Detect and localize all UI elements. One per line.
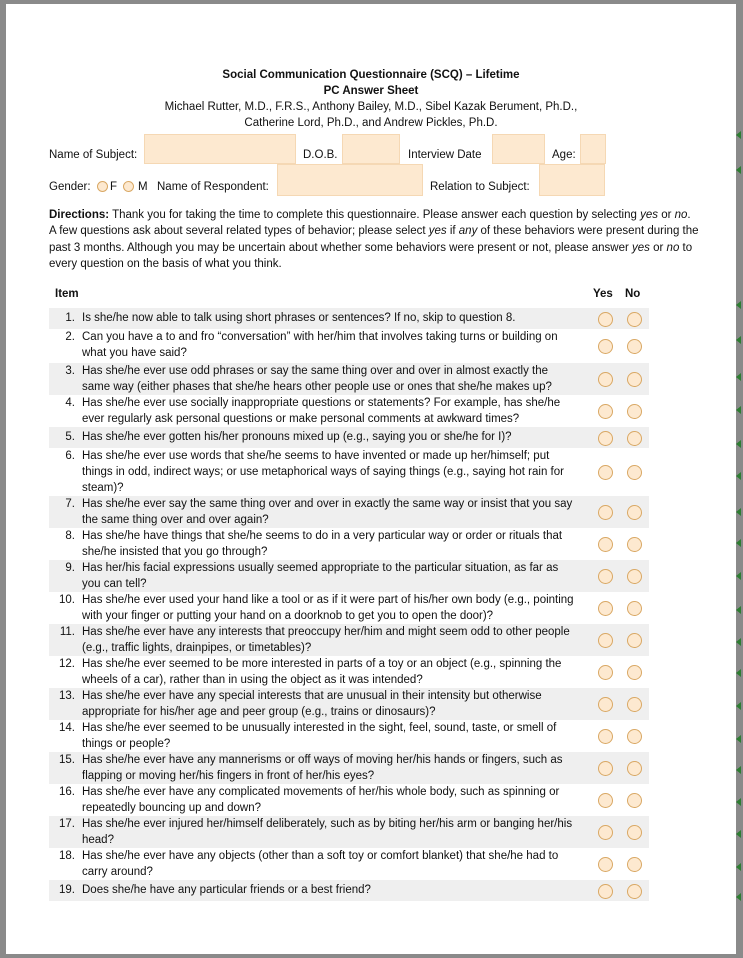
yes-radio[interactable] bbox=[598, 857, 613, 872]
edge-marker-icon bbox=[736, 798, 741, 806]
question-row bbox=[49, 329, 649, 363]
edge-marker-icon bbox=[736, 166, 741, 174]
no-radio[interactable] bbox=[627, 665, 642, 680]
directions-text: or bbox=[658, 209, 675, 221]
question-number: 6. bbox=[65, 450, 75, 462]
no-radio[interactable] bbox=[627, 505, 642, 520]
question-row bbox=[49, 395, 649, 427]
question-number: 2. bbox=[65, 331, 75, 343]
edge-marker-icon bbox=[736, 336, 741, 344]
no-radio[interactable] bbox=[627, 569, 642, 584]
yes-column-header: Yes bbox=[593, 288, 613, 300]
name-of-respondent-label: Name of Respondent: bbox=[157, 181, 269, 193]
edge-marker-icon bbox=[736, 702, 741, 710]
question-text: Has she/he ever have any objects (other than a soft toy or comfort blanket) that she/he had to carry around? bbox=[82, 850, 559, 878]
gender-m-label: M bbox=[138, 181, 148, 193]
no-radio[interactable] bbox=[627, 697, 642, 712]
directions-emphasis: yes bbox=[640, 209, 658, 221]
edge-marker-icon bbox=[736, 893, 741, 901]
yes-radio[interactable] bbox=[598, 793, 613, 808]
directions-label: Directions: bbox=[49, 209, 110, 221]
question-text: Has she/he ever say the same thing over and over in exactly the same way or insist that you say the same thing over and over again? bbox=[82, 498, 573, 526]
directions-emphasis: any bbox=[458, 225, 478, 238]
question-row bbox=[49, 592, 649, 624]
question-text: Has she/he ever injured her/himself deliberately, such as by biting her/his arm or banging her/his head? bbox=[82, 818, 573, 846]
no-radio[interactable] bbox=[627, 884, 642, 899]
question-row bbox=[49, 448, 649, 496]
no-radio[interactable] bbox=[627, 825, 642, 840]
age-label: Age: bbox=[552, 149, 576, 161]
no-radio[interactable] bbox=[627, 537, 642, 552]
question-row bbox=[49, 528, 649, 560]
question-number: 1. bbox=[65, 312, 75, 324]
no-radio[interactable] bbox=[627, 793, 642, 808]
yes-radio[interactable] bbox=[598, 601, 613, 616]
question-row bbox=[49, 720, 649, 752]
question-number: 19. bbox=[59, 884, 75, 896]
question-row bbox=[49, 816, 649, 848]
question-text: Can you have a to and fro “conversation” with her/him that involves taking turns or building on what you have said? bbox=[82, 331, 558, 359]
question-text: Has she/he ever have any mannerisms or off ways of moving her/his hands or fingers, such as flapping or moving her/his fingers in front of her/his eyes? bbox=[82, 754, 563, 782]
item-column-header: Item bbox=[55, 288, 79, 300]
question-number: 9. bbox=[65, 562, 75, 574]
question-number: 17. bbox=[59, 818, 75, 830]
question-row bbox=[49, 308, 649, 329]
no-radio[interactable] bbox=[627, 404, 642, 419]
question-number: 3. bbox=[65, 365, 75, 377]
question-row bbox=[49, 656, 649, 688]
edge-marker-icon bbox=[736, 606, 741, 614]
yes-radio[interactable] bbox=[598, 372, 613, 387]
authors-line-1: Michael Rutter, M.D., F.R.S., Anthony Bailey, M.D., Sibel Kazak Berument, Ph.D., bbox=[164, 101, 578, 113]
question-number: 18. bbox=[59, 850, 75, 862]
edge-marker-icon bbox=[736, 669, 741, 677]
edge-marker-icon bbox=[736, 735, 741, 743]
yes-radio[interactable] bbox=[598, 431, 613, 446]
question-text: Has she/he ever have any interests that preoccupy her/him and might seem odd to other people (e.g., traffic lights, drainpipes, or timetables)? bbox=[82, 626, 570, 654]
name-of-respondent-input[interactable] bbox=[277, 164, 423, 196]
edge-marker-icon bbox=[736, 406, 741, 414]
relation-to-subject-label: Relation to Subject: bbox=[430, 181, 530, 193]
question-number: 12. bbox=[59, 658, 75, 670]
edge-marker-icon bbox=[736, 638, 741, 646]
edge-marker-icon bbox=[736, 863, 741, 871]
no-radio[interactable] bbox=[627, 857, 642, 872]
question-text: Has she/he ever used your hand like a tool or as if it were part of his/her own body (e.g., pointing with your finger or putting your hand on a doorknob to get you to open the door)? bbox=[82, 594, 574, 622]
question-number: 5. bbox=[65, 431, 75, 443]
no-column-header: No bbox=[625, 288, 641, 300]
gender-label: Gender: bbox=[49, 181, 91, 193]
question-row bbox=[49, 560, 649, 592]
yes-radio[interactable] bbox=[598, 312, 613, 327]
question-text: Is she/he now able to talk using short phrases or sentences? If no, skip to question 8. bbox=[82, 312, 516, 324]
gender-f-label: F bbox=[110, 181, 118, 193]
question-number: 4. bbox=[65, 397, 75, 409]
question-text: Has she/he ever gotten his/her pronouns mixed up (e.g., saying you or she/he for I)? bbox=[82, 431, 512, 443]
yes-radio[interactable] bbox=[598, 697, 613, 712]
dob-label: D.O.B. bbox=[303, 149, 338, 161]
page-edge-markers bbox=[736, 0, 743, 958]
no-radio[interactable] bbox=[627, 729, 642, 744]
authors-line-2: Catherine Lord, Ph.D., and Andrew Pickles, Ph.D. bbox=[244, 117, 498, 129]
interview-date-label: Interview Date bbox=[408, 149, 482, 161]
directions-emphasis: yes bbox=[428, 225, 447, 238]
question-row bbox=[49, 427, 649, 448]
yes-radio[interactable] bbox=[598, 633, 613, 648]
name-of-subject-input[interactable] bbox=[144, 134, 296, 164]
yes-radio[interactable] bbox=[598, 665, 613, 680]
directions-text: . A few questions ask about several related types of behavior; please select bbox=[49, 209, 691, 238]
question-number: 14. bbox=[59, 722, 75, 734]
question-row bbox=[49, 848, 649, 880]
question-number: 16. bbox=[59, 786, 75, 798]
question-number: 15. bbox=[59, 754, 75, 766]
question-row bbox=[49, 752, 649, 784]
question-text: Has her/his facial expressions usually seemed appropriate to the particular situation, as far as you can tell? bbox=[82, 562, 559, 590]
yes-radio[interactable] bbox=[598, 465, 613, 480]
edge-marker-icon bbox=[736, 572, 741, 580]
document-subtitle: PC Answer Sheet bbox=[323, 85, 419, 97]
yes-radio[interactable] bbox=[598, 569, 613, 584]
edge-marker-icon bbox=[736, 508, 741, 516]
question-text: Has she/he have things that she/he seems to do in a very particular way or order or rituals that she/he insisted that you go through? bbox=[82, 530, 563, 558]
question-row bbox=[49, 880, 649, 901]
question-text: Has she/he ever use words that she/he seems to have invented or made up her/himself; put things in odd, indirect ways; or use metaphorical ways of saying things (e.g., saying hot rain for steam)? bbox=[82, 450, 564, 494]
directions-text: if bbox=[446, 225, 459, 238]
question-text: Has she/he ever use odd phrases or say the same thing over and over in almost exactly the same way (either phases that she/he hears other people use or ones that she/he makes up? bbox=[82, 365, 552, 393]
question-text: Has she/he ever have any special interests that are unusual in their intensity but otherwise appropriate for his/her age and peer group (e.g., trains or dinosaurs)? bbox=[82, 690, 542, 718]
edge-marker-icon bbox=[736, 301, 741, 309]
edge-marker-icon bbox=[736, 830, 741, 838]
no-radio[interactable] bbox=[627, 601, 642, 616]
directions-paragraph bbox=[49, 207, 699, 272]
question-number: 11. bbox=[59, 626, 75, 638]
no-radio[interactable] bbox=[627, 339, 642, 354]
edge-marker-icon bbox=[736, 131, 741, 139]
yes-radio[interactable] bbox=[598, 884, 613, 899]
directions-text: to every question on the basis of what you think. bbox=[49, 241, 693, 270]
question-row bbox=[49, 624, 649, 656]
dob-input[interactable] bbox=[342, 134, 400, 164]
yes-radio[interactable] bbox=[598, 404, 613, 419]
question-number: 8. bbox=[65, 530, 75, 542]
directions-emphasis: no bbox=[666, 241, 680, 254]
gender-f-radio[interactable] bbox=[97, 181, 108, 192]
age-input[interactable] bbox=[580, 134, 606, 164]
directions-emphasis: no bbox=[674, 209, 688, 221]
answer-sheet-page bbox=[6, 4, 736, 954]
gender-m-radio[interactable] bbox=[123, 181, 134, 192]
question-number: 7. bbox=[65, 498, 75, 510]
question-row bbox=[49, 784, 649, 816]
question-text: Has she/he ever use socially inappropriate questions or statements? For example, has she/he ever regularly ask personal questions or make personal comments at awkward times? bbox=[82, 397, 561, 425]
no-radio[interactable] bbox=[627, 633, 642, 648]
relation-to-subject-input[interactable] bbox=[539, 164, 605, 196]
yes-radio[interactable] bbox=[598, 729, 613, 744]
edge-marker-icon bbox=[736, 539, 741, 547]
edge-marker-icon bbox=[736, 373, 741, 381]
question-text: Has she/he ever seemed to be unusually interested in the sight, feel, sound, taste, or smell of things or people? bbox=[82, 722, 557, 750]
yes-radio[interactable] bbox=[598, 761, 613, 776]
question-list bbox=[49, 308, 649, 901]
interview-date-input[interactable] bbox=[492, 134, 545, 164]
directions-text: Thank you for taking the time to complete this questionnaire. Please answer each question by selecting bbox=[109, 209, 641, 221]
name-of-subject-label: Name of Subject: bbox=[49, 149, 138, 161]
yes-radio[interactable] bbox=[598, 825, 613, 840]
document-title: Social Communication Questionnaire (SCQ) – Lifetime bbox=[222, 69, 520, 81]
yes-radio[interactable] bbox=[598, 537, 613, 552]
directions-emphasis: yes bbox=[632, 241, 650, 254]
yes-radio[interactable] bbox=[598, 339, 613, 354]
question-text: Has she/he ever seemed to be more interested in parts of a toy or an object (e.g., spinning the wheels of a car), rather than in using the object as it was intended? bbox=[82, 658, 562, 686]
question-row bbox=[49, 688, 649, 720]
question-number: 13. bbox=[59, 690, 75, 702]
edge-marker-icon bbox=[736, 766, 741, 774]
edge-marker-icon bbox=[736, 440, 741, 448]
directions-text: or bbox=[649, 241, 667, 254]
question-number: 10. bbox=[59, 594, 75, 606]
question-row bbox=[49, 363, 649, 395]
no-radio[interactable] bbox=[627, 465, 642, 480]
no-radio[interactable] bbox=[627, 312, 642, 327]
no-radio[interactable] bbox=[627, 761, 642, 776]
question-row bbox=[49, 496, 649, 528]
no-radio[interactable] bbox=[627, 431, 642, 446]
no-radio[interactable] bbox=[627, 372, 642, 387]
yes-radio[interactable] bbox=[598, 505, 613, 520]
question-text: Has she/he ever have any complicated movements of her/his whole body, such as spinning or repeatedly bouncing up and down? bbox=[82, 786, 560, 814]
edge-marker-icon bbox=[736, 472, 741, 480]
question-text: Does she/he have any particular friends or a best friend? bbox=[82, 884, 371, 896]
directions-text: of these behaviors were present during the past 3 months. Although you may be uncertain about whether some behaviors were present or not, please answer bbox=[49, 225, 699, 254]
